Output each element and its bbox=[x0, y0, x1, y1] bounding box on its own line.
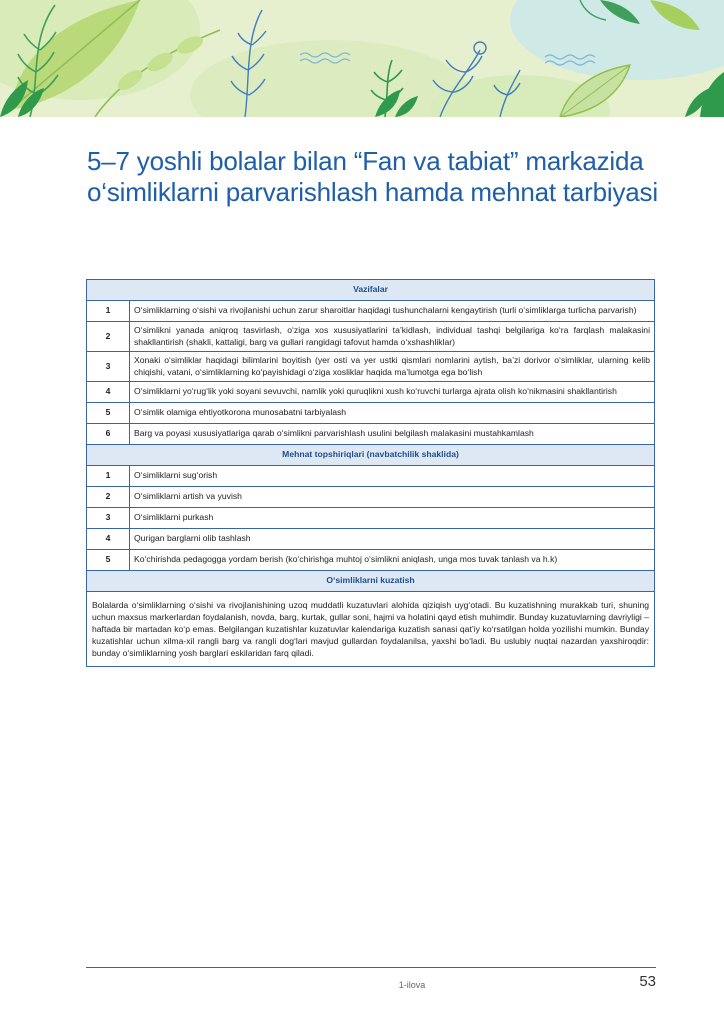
table-row bbox=[87, 424, 655, 445]
table-row bbox=[87, 403, 655, 424]
row-number: 5 bbox=[87, 550, 130, 571]
row-text: O‘simliklarning o‘sishi va rivojlanishi uchun zarur sharoitlar haqidagi tushunchalarni kengaytirish (turli o‘simliklarga turlicha parvarish) bbox=[130, 301, 655, 322]
row-text: O‘simlik olamiga ehtiyotkorona munosabatni tarbiyalash bbox=[130, 403, 655, 424]
observation-paragraph: Bolalarda o‘simliklarning o‘sishi va rivojlanishining uzoq muddatli kuzatuvlari alohida qiziqish uyg‘otadi. Bu kuzatishning murakkab turi, shuning uchun maxsus markerlardan foydalanish, novda, barg, kurtak, gullar soni, hajmi va holatini qayd etish muhimdir. Bunday kuzatuvlarning davriyligi – haftada bir martadan ko‘p emas. Belgilangan kuzatishlar kuzatuvlar kalendariga kuzatish sanasi qat’iy ko‘rsatilgan holda yozilishi mumkin. Bunday kuzatishlar uchun xilma-xil rangli barg va rangli dog‘lari mavjud gullardan foydalanilsa, yaxshi bo‘ladi. Bu uslubiy nuqtai nazardan yaxshiroqdir: bunday o‘simliklarning yosh barglari eskilaridan farq qiladi. bbox=[87, 592, 655, 667]
row-text: Qurigan barglarni olib tashlash bbox=[130, 529, 655, 550]
row-text: Xonaki o‘simliklar haqidagi bilimlarini boyitish (yer osti va yer ustki qismlari nomlarini aytish, ba’zi dorivor o‘simliklar, ularning kelib chiqishi, vatani, o‘simliklarning ko‘payishidagi o‘ziga xosliklar haqida ma’lumotga ega bo‘lish bbox=[130, 352, 655, 382]
content-table bbox=[86, 279, 655, 667]
row-number: 4 bbox=[87, 382, 130, 403]
table-row bbox=[87, 550, 655, 571]
row-number: 4 bbox=[87, 529, 130, 550]
row-number: 5 bbox=[87, 403, 130, 424]
page-number: 53 bbox=[639, 973, 656, 990]
row-number: 1 bbox=[87, 301, 130, 322]
row-text: O‘simliklarni sug‘orish bbox=[130, 466, 655, 487]
table-row bbox=[87, 466, 655, 487]
row-text: Barg va poyasi xususiyatlariga qarab o‘simlikni parvarishlash usulini belgilash malakasini mustahkamlash bbox=[130, 424, 655, 445]
row-text: O‘simliklarni purkash bbox=[130, 508, 655, 529]
row-number: 3 bbox=[87, 352, 130, 382]
row-text: O‘simlikni yanada aniqroq tasvirlash, o‘ziga xos xususiyatlarini ta’kidlash, individual tashqi belgilariga ko‘ra farqlash malakasini shakllantirish (shakli, kattaligi, barg va gullari rangidagi tafovut hamda o‘xshashliklar) bbox=[130, 322, 655, 352]
row-number: 3 bbox=[87, 508, 130, 529]
appendix-label: 1-ilova bbox=[398, 980, 426, 990]
section-heading: O‘simliklarni kuzatish bbox=[87, 571, 655, 592]
table-row bbox=[87, 382, 655, 403]
table-row bbox=[87, 322, 655, 352]
blob-shape bbox=[190, 40, 470, 117]
row-text: Ko‘chirishda pedagogga yordam berish (ko‘chirishga muhtoj o‘simlikni aniqlash, unga mos tuvak tanlash va h.k) bbox=[130, 550, 655, 571]
row-text: O‘simliklarni artish va yuvish bbox=[130, 487, 655, 508]
section-header-work bbox=[87, 445, 655, 466]
section-heading: Vazifalar bbox=[87, 280, 655, 301]
header-banner bbox=[0, 0, 724, 117]
table-row bbox=[87, 508, 655, 529]
table-row bbox=[87, 487, 655, 508]
table-row bbox=[87, 592, 655, 667]
row-text: O‘simliklarni yo‘rug‘lik yoki soyani sevuvchi, namlik yoki quruqlikni xush ko‘ruvchi turlarga ajrata olish ko‘nikmasini shakllantirish bbox=[130, 382, 655, 403]
section-header-observation bbox=[87, 571, 655, 592]
row-number: 2 bbox=[87, 487, 130, 508]
leaf-decoration-icon bbox=[685, 72, 724, 117]
table-row bbox=[87, 301, 655, 322]
footer-divider bbox=[86, 967, 656, 968]
section-heading: Mehnat topshiriqlari (navbatchilik shaklida) bbox=[87, 445, 655, 466]
section-header-tasks bbox=[87, 280, 655, 301]
row-number: 6 bbox=[87, 424, 130, 445]
page-title: 5–7 yoshli bolalar bilan “Fan va tabiat” markazida o‘simliklarni parvarishlash hamda mehnat tarbiyasi bbox=[87, 146, 658, 207]
table-row bbox=[87, 529, 655, 550]
row-number: 2 bbox=[87, 322, 130, 352]
botanical-illustration bbox=[0, 0, 724, 117]
table-row bbox=[87, 352, 655, 382]
row-number: 1 bbox=[87, 466, 130, 487]
